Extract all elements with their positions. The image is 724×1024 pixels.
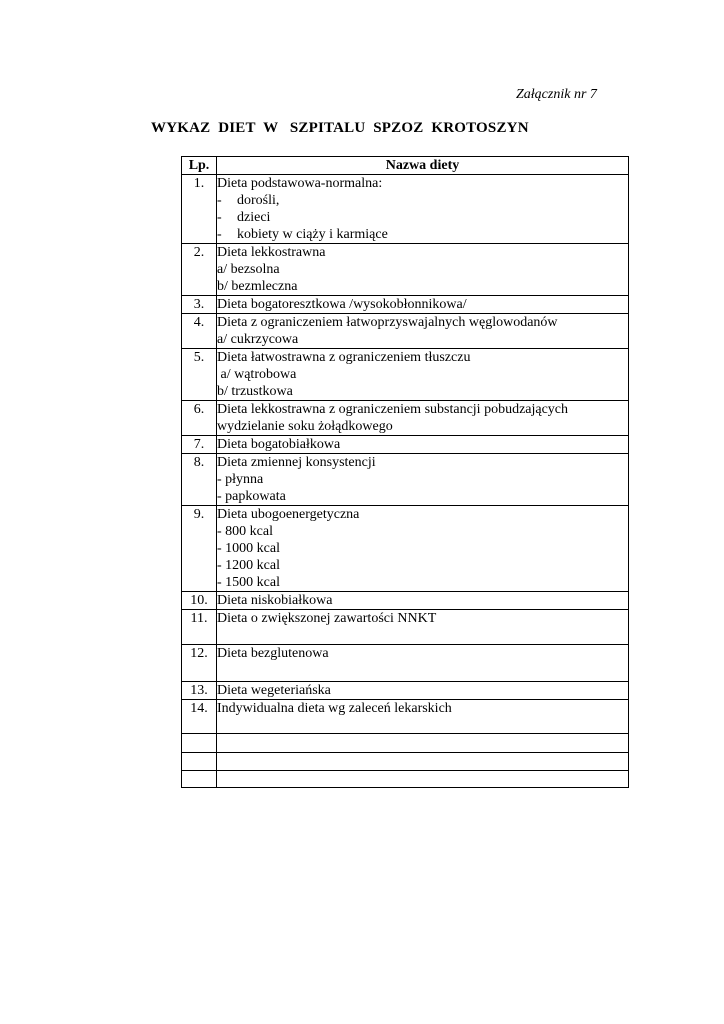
diet-name: Dieta łatwostrawna z ograniczeniem tłuszczu [217,350,471,365]
diet-name: Indywidualna dieta wg zaleceń lekarskich [217,701,452,716]
row-number: 8. [182,454,217,506]
row-number: 12. [182,645,217,682]
diet-name-cell [217,645,629,682]
annex-label: Załącznik nr 7 [516,87,597,102]
diet-name: Dieta bezglutenowa [217,646,329,661]
row-number: 2. [182,244,217,296]
diet-name: Dieta wegeteriańska [217,683,331,698]
empty-cell [217,753,629,771]
column-header-lp: Lp. [182,157,217,175]
diet-name-cell [217,610,629,645]
table-row [182,436,629,454]
row-number: 9. [182,506,217,592]
diet-name-cell [217,349,629,401]
diet-name: Dieta lekkostrawna z ograniczeniem substancji pobudzających [217,402,569,417]
diet-name-cell [217,296,629,314]
diet-name: Dieta bogatobiałkowa [217,437,341,452]
diet-name-continued: wydzielanie soku żołądkowego [217,419,393,434]
table-row [182,349,629,401]
diet-subitem-text: dorośli, [237,193,280,208]
diet-name: Dieta podstawowa-normalna: [217,176,383,191]
document-title: WYKAZ DIET W SZPITALU SPZOZ KROTOSZYN [151,120,529,136]
diet-name: Dieta ubogoenergetyczna [217,507,360,522]
table-row [182,506,629,592]
diet-name-cell [217,592,629,610]
diet-name-cell [217,436,629,454]
table-row [182,296,629,314]
diet-subitem: - kobiety w ciąży i karmiące [217,227,388,242]
row-number: 6. [182,401,217,436]
diet-subitem-text: dzieci [237,210,271,225]
diet-name-cell [217,506,629,592]
empty-cell [217,771,629,788]
diet-subitem: a/ wątrobowa [217,367,297,382]
diet-name-cell [217,175,629,244]
diet-name-cell [217,454,629,506]
diet-name-cell [217,244,629,296]
diet-subitem: - dzieci [217,210,271,225]
diet-subitem: - 1200 kcal [217,558,280,573]
table-row [182,645,629,682]
diet-name: Dieta z ograniczeniem łatwoprzyswajalnych węglowodanów [217,315,558,330]
row-number: 7. [182,436,217,454]
diet-subitem: - 800 kcal [217,524,273,539]
diet-subitem: - dorośli, [217,193,280,208]
empty-cell [182,753,217,771]
diet-subitem: - płynna [217,472,264,487]
empty-table-row [182,753,629,771]
table-header-row [182,157,629,175]
table-row [182,610,629,645]
diet-name: Dieta zmiennej konsystencji [217,455,376,470]
diet-name-cell [217,700,629,734]
diet-subitem: - papkowata [217,489,286,504]
row-number: 14. [182,700,217,734]
diet-subitem: b/ trzustkowa [217,384,293,399]
diet-name: Dieta o zwiększonej zawartości NNKT [217,611,437,626]
table-row [182,700,629,734]
table-row [182,592,629,610]
diet-subitem: b/ bezmleczna [217,279,298,294]
column-header-name: Nazwa diety [217,157,629,175]
table-row [182,454,629,506]
table-row [182,401,629,436]
diet-subitem: - 1500 kcal [217,575,280,590]
row-number: 5. [182,349,217,401]
diet-name: Dieta niskobiałkowa [217,593,333,608]
diet-name-cell [217,401,629,436]
row-number: 10. [182,592,217,610]
diet-subitem-text: kobiety w ciąży i karmiące [237,227,388,242]
diet-name-cell [217,682,629,700]
empty-cell [182,771,217,788]
diet-name-cell [217,314,629,349]
empty-cell [182,734,217,753]
diet-subitem: a/ bezsolna [217,262,280,277]
diet-table [181,156,629,788]
empty-table-row [182,734,629,753]
diet-name: Dieta lekkostrawna [217,245,326,260]
diet-name: Dieta bogatoresztkowa /wysokobłonnikowa/ [217,297,467,312]
row-number: 3. [182,296,217,314]
row-number: 13. [182,682,217,700]
empty-table-row [182,771,629,788]
empty-cell [217,734,629,753]
diet-subitem: - 1000 kcal [217,541,280,556]
diet-subitem: a/ cukrzycowa [217,332,299,347]
table-row [182,682,629,700]
table-row [182,175,629,244]
table-row [182,244,629,296]
row-number: 11. [182,610,217,645]
table-row [182,314,629,349]
row-number: 4. [182,314,217,349]
row-number: 1. [182,175,217,244]
